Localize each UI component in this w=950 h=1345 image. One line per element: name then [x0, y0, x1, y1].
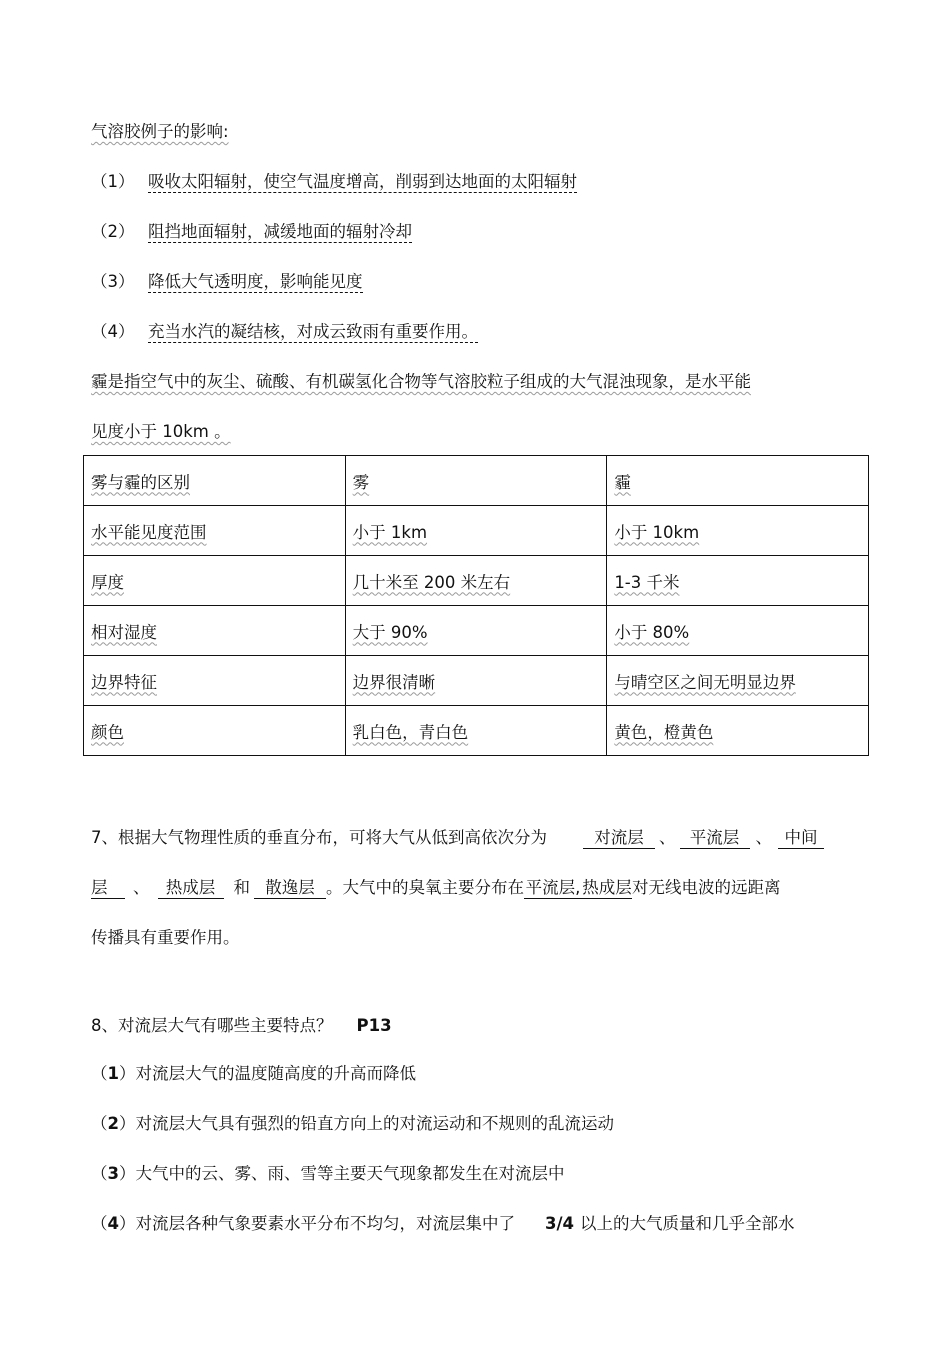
- haze-definition-line2: 见度小于 10km 。: [91, 422, 231, 441]
- q7-line3: 传播具有重要作用。: [91, 928, 240, 947]
- aerosol-item: （3） 降低大气透明度，影响能见度: [91, 272, 363, 291]
- fog-haze-comparison-table: [83, 455, 869, 756]
- table-cell: 边界特征: [84, 656, 346, 706]
- q8-item: （3）大气中的云、雾、雨、雪等主要天气现象都发生在对流层中: [91, 1164, 565, 1183]
- q7-blank-1: 对流层: [583, 828, 655, 849]
- q7-blank-3b: 层: [91, 878, 125, 899]
- q7-blank-6: 平流层,: [525, 878, 581, 897]
- table-row: [84, 706, 869, 756]
- q7-line1: 7、根据大气物理性质的垂直分布，可将大气从低到高依次分为 对流层 、 平流层 、 中间: [91, 827, 824, 849]
- table-cell: 黄色，橙黄色: [607, 706, 869, 756]
- q7-line2: 层 、 热成层 和 散逸层 。大气中的臭氧主要分布在平流层, 热成层对无线电波的远距离: [91, 878, 781, 897]
- table-cell: 颜色: [84, 706, 346, 756]
- q7-blank-4: 热成层: [158, 878, 224, 899]
- table-cell: 乳白色，青白色: [345, 706, 607, 756]
- q8-item: （1）对流层大气的温度随高度的升高而降低: [91, 1064, 416, 1083]
- table-cell: 厚度: [84, 556, 346, 606]
- table-cell: 霾: [607, 456, 869, 506]
- q7-blank-5: 散逸层: [254, 878, 326, 899]
- table-row: [84, 656, 869, 706]
- table-row: [84, 506, 869, 556]
- q7-blank-2: 平流层: [680, 828, 750, 849]
- aerosol-heading: 气溶胶例子的影响:: [91, 122, 229, 141]
- q8-item: （2）对流层大气具有强烈的铅直方向上的对流运动和不规则的乱流运动: [91, 1114, 614, 1133]
- table-cell: 雾: [345, 456, 607, 506]
- table-cell: 与晴空区之间无明显边界: [607, 656, 869, 706]
- table-cell: 小于 80%: [607, 606, 869, 656]
- haze-definition-line1: 霾是指空气中的灰尘、硫酸、有机碳氢化合物等气溶胶粒子组成的大气混浊现象，是水平能: [91, 372, 751, 391]
- table-cell: 边界很清晰: [345, 656, 607, 706]
- table-cell: 小于 10km: [607, 506, 869, 556]
- table-cell: 雾与霾的区别: [84, 456, 346, 506]
- table-cell: 相对湿度: [84, 606, 346, 656]
- q8-title: 8、对流层大气有哪些主要特点？ P13: [91, 1016, 392, 1035]
- aerosol-item: （2） 阻挡地面辐射，减缓地面的辐射冷却: [91, 222, 412, 241]
- table-row: [84, 556, 869, 606]
- table-cell: 小于 1km: [345, 506, 607, 556]
- q7-blank-7: 热成层: [582, 878, 632, 897]
- table-header-row: [84, 456, 869, 506]
- table-cell: 1-3 千米: [607, 556, 869, 606]
- aerosol-item: （1） 吸收太阳辐射，使空气温度增高，削弱到达地面的太阳辐射: [91, 172, 577, 191]
- q7-blank-3a: 中间: [778, 828, 824, 849]
- table-cell: 几十米至 200 米左右: [345, 556, 607, 606]
- table-row: [84, 606, 869, 656]
- aerosol-item: （4） 充当水汽的凝结核，对成云致雨有重要作用。: [91, 322, 478, 341]
- q8-item: （4）对流层各种气象要素水平分布不均匀，对流层集中了 3/4 以上的大气质量和几乎全部水: [91, 1214, 795, 1233]
- table-cell: 大于 90%: [345, 606, 607, 656]
- table-cell: 水平能见度范围: [84, 506, 346, 556]
